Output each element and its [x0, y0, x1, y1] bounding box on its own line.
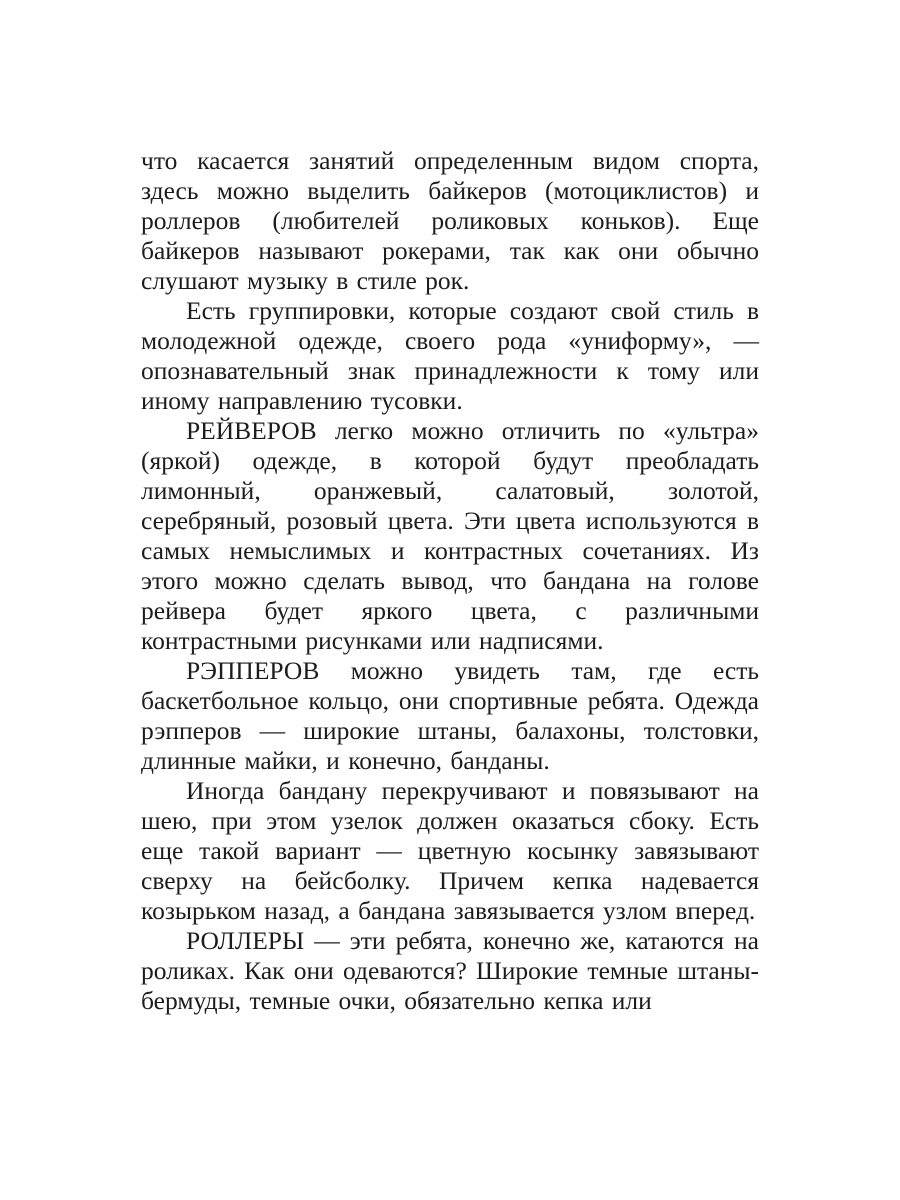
paragraph-ravers: РЕЙВЕРОВ легко можно отличить по «ультра» (яркой) одежде, в которой будут преобладать лимонный, оранжевый, салатовый, золотой, серебряный, розовый цвета. Эти цвета используются в самых немыслимых и контрастных сочетаниях. Из этого можно сделать вывод, что бандана на голове рейвера будет яркого цвета, с различными контрастными рисунками или надписями. — [141, 416, 759, 655]
paragraph-uniform-style: Есть группировки, которые создают свой стиль в молодежной одежде, своего рода «униформу», — опознавательный знак принадлежности к тому или иному направлению тусовки. — [141, 296, 759, 415]
paragraph-rollers: РОЛЛЕРЫ — эти ребята, конечно же, катаются на роликах. Как они одеваются? Широкие темные штаны-бермуды, темные очки, обязательно кепка или — [141, 926, 759, 1015]
page-text-block — [141, 146, 759, 1016]
paragraph-rappers: РЭППЕРОВ можно увидеть там, где есть баскетбольное кольцо, они спортивные ребята. Одежда рэпперов — широкие штаны, балахоны, толстовки, длинные майки, и конечно, банданы. — [141, 656, 759, 775]
paragraph-sport-bikers-rollers: что касается занятий определенным видом спорта, здесь можно выделить байкеров (мотоциклистов) и роллеров (любителей роликовых коньков). Еще байкеров называют рокерами, так как они обычно слушают музыку в стиле рок. — [141, 146, 759, 295]
paragraph-bandana-tying: Иногда бандану перекручивают и повязывают на шею, при этом узелок должен оказаться сбоку. Есть еще такой вариант — цветную косынку завязывают сверху на бейсболку. Причем кепка надевается козырьком назад, а бандана завязывается узлом вперед. — [141, 776, 759, 925]
